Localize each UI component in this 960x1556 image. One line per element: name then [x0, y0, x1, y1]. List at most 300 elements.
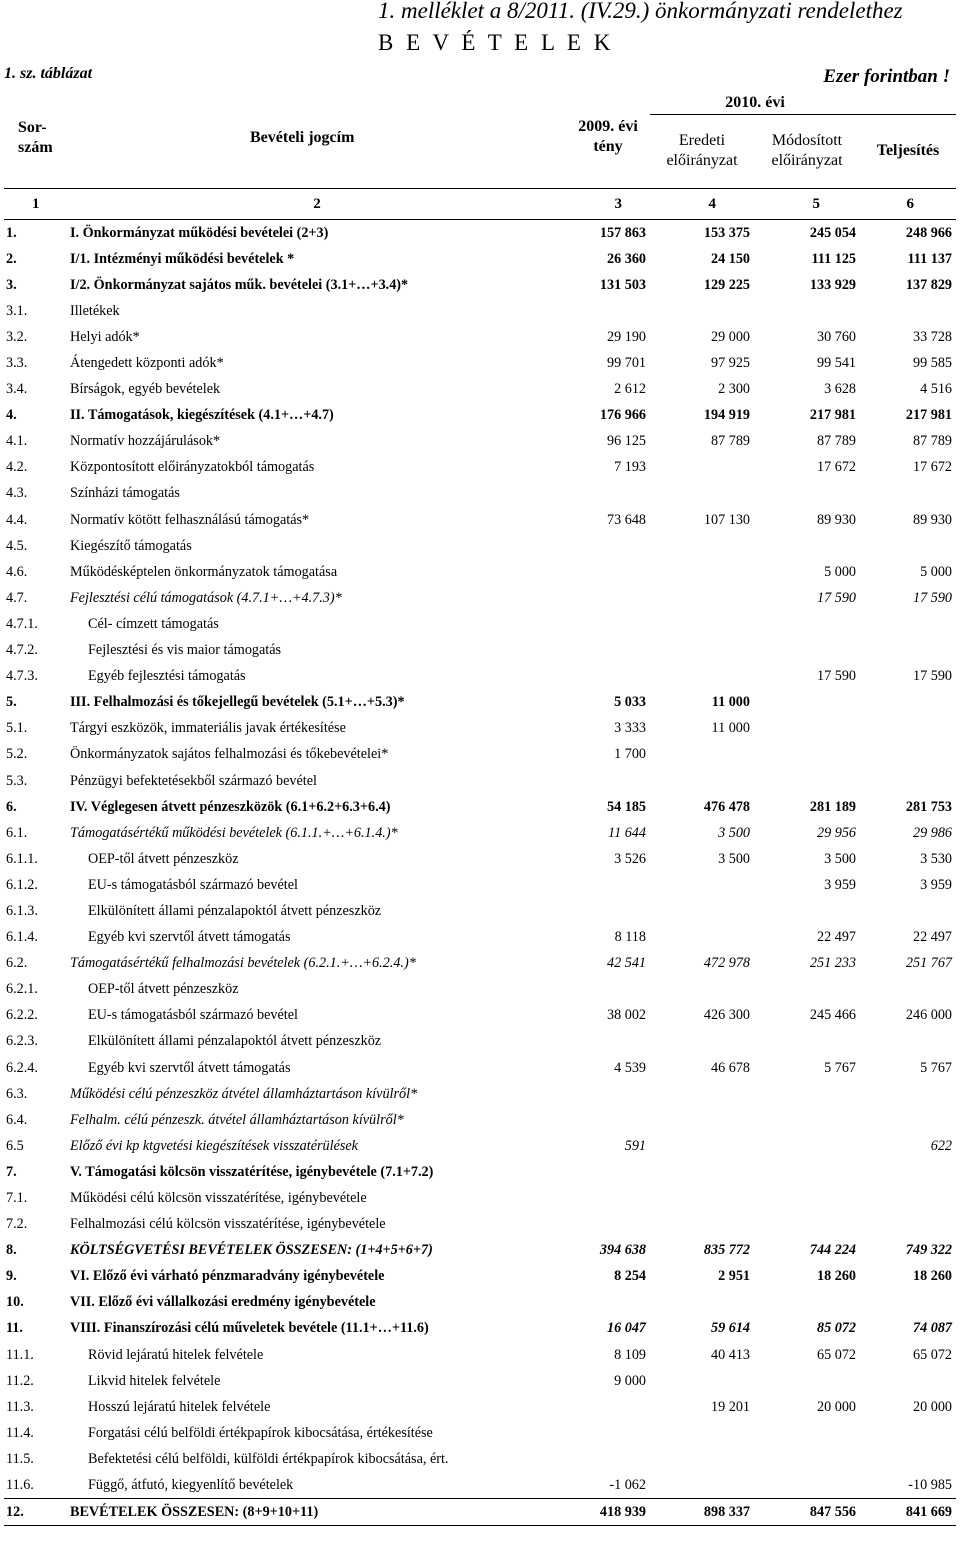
row-number: 11.5.: [6, 1450, 34, 1467]
value-eredeti: 2 951: [718, 1268, 750, 1285]
column-number: 1: [4, 188, 68, 219]
row-label: Cél- címzett támogatás: [88, 615, 219, 632]
table-row: [4, 689, 956, 715]
row-label: KÖLTSÉGVETÉSI BEVÉTELEK ÖSSZESEN: (1+4+5+6+7): [70, 1242, 433, 1259]
row-label: Bírságok, egyéb bevételek: [70, 381, 221, 398]
row-number: 10.: [6, 1294, 24, 1311]
value-teljesites: [860, 533, 956, 559]
value-eredeti: [650, 637, 754, 663]
value-2009-teny: -1 062: [609, 1477, 646, 1494]
value-2009-teny: 131 503: [599, 276, 646, 293]
table-row: [4, 715, 956, 741]
table-row: [4, 559, 956, 585]
value-modositott: [754, 480, 860, 506]
value-modositott: 18 260: [817, 1268, 857, 1285]
value-modositott: 30 760: [817, 328, 857, 345]
table-row: [4, 898, 956, 924]
row-label: I. Önkormányzat működési bevételei (2+3): [70, 224, 329, 241]
value-teljesites: 246 000: [905, 1007, 953, 1024]
table-row: [4, 1055, 956, 1081]
value-modositott: 3 500: [824, 850, 857, 867]
row-label: BEVÉTELEK ÖSSZESEN: (8+9+10+11): [68, 1499, 566, 1526]
value-teljesites: 65 072: [913, 1346, 953, 1363]
row-number: 6.1.3.: [6, 902, 38, 919]
value-modositott: 29 956: [817, 824, 857, 841]
value-2009-teny: [566, 1289, 650, 1315]
row-number: 7.1.: [6, 1190, 28, 1207]
row-label: VIII. Finanszírozási célú műveletek bevétele (11.1+…+11.6): [70, 1320, 429, 1337]
value-eredeti: [650, 663, 754, 689]
page-title: B E V É T E L E K: [378, 30, 614, 55]
table-row: [4, 1211, 956, 1237]
table-row: [4, 350, 956, 376]
row-label: Egyéb fejlesztési támogatás: [88, 668, 246, 685]
value-eredeti: [650, 454, 754, 480]
value-eredeti: [650, 480, 754, 506]
value-teljesites: 111 137: [907, 250, 953, 267]
table-row: [4, 454, 956, 480]
row-label: Támogatásértékű felhalmozási bevételek (6.2.1.+…+6.2.4.)*: [70, 955, 416, 972]
value-modositott: 847 556: [754, 1499, 860, 1526]
value-2009-teny: 8 118: [614, 929, 646, 946]
value-teljesites: 74 087: [913, 1320, 953, 1337]
value-teljesites: 217 981: [905, 407, 953, 424]
value-2009-teny: 99 701: [606, 355, 646, 372]
value-2009-teny: [566, 1185, 650, 1211]
value-2009-teny: [566, 1446, 650, 1472]
row-number: 6.5: [6, 1137, 24, 1154]
row-number: 6.2.: [6, 955, 28, 972]
value-teljesites: [860, 898, 956, 924]
row-label: I/2. Önkormányzat sajátos műk. bevételei (3.1+…+3.4)*: [70, 276, 409, 293]
value-eredeti: [650, 898, 754, 924]
value-eredeti: [650, 1446, 754, 1472]
value-modositott: [754, 1028, 860, 1054]
value-teljesites: [860, 1420, 956, 1446]
table-row: [4, 1472, 956, 1499]
value-2009-teny: [566, 1159, 650, 1185]
table-row: [4, 846, 956, 872]
value-modositott: 87 789: [817, 433, 857, 450]
value-modositott: [754, 715, 860, 741]
row-label: Függő, átfutó, kiegyenlítő bevételek: [88, 1477, 294, 1494]
value-teljesites: [860, 976, 956, 1002]
row-number: 6.2.1.: [6, 981, 38, 998]
row-number: 6.2.4.: [6, 1059, 38, 1076]
value-2009-teny: 73 648: [606, 511, 646, 528]
value-eredeti: 476 478: [703, 798, 750, 815]
value-eredeti: [650, 1420, 754, 1446]
value-teljesites: 281 753: [905, 798, 953, 815]
table-row: [4, 402, 956, 428]
value-modositott: [754, 637, 860, 663]
row-number: 4.2.: [6, 459, 28, 476]
row-number: 11.1.: [6, 1346, 34, 1363]
row-number: 6.: [6, 798, 17, 815]
row-number: 7.: [6, 1163, 17, 1180]
table-row: [4, 428, 956, 454]
col-header-teny: 2009. évi tény: [578, 118, 638, 156]
value-modositott: [754, 741, 860, 767]
value-2009-teny: [566, 1394, 650, 1420]
row-number: 4.7.3.: [6, 668, 38, 685]
value-eredeti: [650, 741, 754, 767]
table-row: [4, 1133, 956, 1159]
table-row: [4, 767, 956, 793]
row-label: Központosított előirányzatokból támogatás: [70, 459, 315, 476]
value-teljesites: 33 728: [913, 328, 953, 345]
value-modositott: 85 072: [817, 1320, 857, 1337]
row-label: Illetékek: [70, 302, 120, 319]
value-modositott: 17 590: [817, 589, 857, 606]
value-modositott: [754, 767, 860, 793]
table-row: [4, 507, 956, 533]
value-modositott: 111 125: [811, 250, 857, 267]
value-modositott: [754, 1420, 860, 1446]
value-eredeti: [650, 976, 754, 1002]
row-number: 6.2.2.: [6, 1007, 38, 1024]
row-label: Tárgyi eszközök, immateriális javak értékesítése: [70, 720, 346, 737]
value-teljesites: [860, 1289, 956, 1315]
value-teljesites: 4 516: [920, 381, 953, 398]
row-label: Normatív kötött felhasználású támogatás*: [70, 511, 310, 528]
value-teljesites: 248 966: [905, 224, 953, 241]
table-row: [4, 324, 956, 350]
column-number-row: [4, 188, 956, 219]
row-label: Likvid hitelek felvétele: [88, 1372, 221, 1389]
value-eredeti: [650, 1368, 754, 1394]
table-row: [4, 794, 956, 820]
value-2009-teny: 418 939: [566, 1499, 650, 1526]
row-number: 12.: [4, 1499, 68, 1526]
row-label: Elkülönített állami pénzalapoktól átvett pénzeszköz: [88, 1033, 382, 1050]
value-modositott: [754, 1133, 860, 1159]
value-eredeti: 24 150: [710, 250, 750, 267]
row-label: Előző évi kp ktgvetési kiegészítések visszatérülések: [70, 1137, 358, 1154]
table-row: [4, 480, 956, 506]
row-number: 11.: [6, 1320, 23, 1337]
row-number: 5.: [6, 694, 17, 711]
table-row: [4, 1107, 956, 1133]
table-row: [4, 872, 956, 898]
value-2009-teny: [566, 533, 650, 559]
value-teljesites: 5 000: [920, 563, 953, 580]
table-row: [4, 1420, 956, 1446]
row-number: 11.4.: [6, 1424, 34, 1441]
value-2009-teny: 8 254: [614, 1268, 646, 1285]
value-teljesites: [860, 1107, 956, 1133]
column-number: 3: [566, 188, 650, 219]
value-teljesites: 87 789: [913, 433, 953, 450]
value-teljesites: 749 322: [905, 1242, 953, 1259]
value-2009-teny: [566, 298, 650, 324]
value-eredeti: 19 201: [710, 1398, 750, 1415]
row-number: 4.: [6, 407, 17, 424]
value-teljesites: [860, 611, 956, 637]
value-modositott: [754, 1081, 860, 1107]
value-teljesites: [860, 1368, 956, 1394]
row-label: OEP-től átvett pénzeszköz: [88, 981, 239, 998]
value-teljesites: 17 672: [913, 459, 953, 476]
row-number: 3.: [6, 276, 17, 293]
value-2009-teny: [566, 1028, 650, 1054]
col-header-year: 2010. évi: [725, 93, 785, 111]
value-eredeti: [650, 872, 754, 898]
value-teljesites: 89 930: [913, 511, 953, 528]
row-label: Átengedett központi adók*: [70, 355, 224, 372]
table-row: [4, 637, 956, 663]
value-eredeti: [650, 1159, 754, 1185]
value-modositott: 22 497: [817, 929, 857, 946]
row-number: 3.1.: [6, 302, 28, 319]
value-teljesites: 17 590: [913, 589, 953, 606]
value-eredeti: [650, 1107, 754, 1133]
table-row: [4, 924, 956, 950]
row-label: Egyéb kvi szervtől átvett támogatás: [88, 1059, 291, 1076]
row-number: 6.2.3.: [6, 1033, 38, 1050]
value-eredeti: [650, 533, 754, 559]
value-2009-teny: 42 541: [606, 955, 646, 972]
value-modositott: [754, 611, 860, 637]
table-row: [4, 1394, 956, 1420]
table-row: [4, 246, 956, 272]
value-eredeti: 11 000: [711, 720, 750, 737]
value-2009-teny: 5 033: [614, 694, 646, 711]
table-row: [4, 272, 956, 298]
value-eredeti: 426 300: [703, 1007, 750, 1024]
value-modositott: 89 930: [817, 511, 857, 528]
table-row: [4, 663, 956, 689]
value-2009-teny: 3 333: [614, 720, 646, 737]
value-2009-teny: 591: [624, 1137, 646, 1154]
row-number: 11.6.: [6, 1477, 34, 1494]
value-eredeti: [650, 1081, 754, 1107]
row-label: II. Támogatások, kiegészítések (4.1+…+4.7): [70, 407, 334, 424]
value-eredeti: 3 500: [718, 824, 750, 841]
value-eredeti: [650, 1472, 754, 1499]
row-label: EU-s támogatásból származó bevétel: [88, 876, 298, 893]
table-row: [4, 1159, 956, 1185]
value-modositott: 3 628: [824, 381, 857, 398]
value-teljesites: 622: [930, 1137, 953, 1154]
table-row: [4, 1289, 956, 1315]
column-number: 5: [754, 188, 860, 219]
value-eredeti: 898 337: [650, 1499, 754, 1526]
value-eredeti: [650, 559, 754, 585]
table-row: [4, 1002, 956, 1028]
row-label: Fejlesztési célú támogatások (4.7.1+…+4.7.3)*: [70, 589, 342, 606]
value-2009-teny: 157 863: [599, 224, 646, 241]
value-teljesites: [860, 1446, 956, 1472]
value-modositott: [754, 1107, 860, 1133]
revenue-table: [4, 88, 956, 1526]
value-teljesites: [860, 1159, 956, 1185]
value-eredeti: [650, 298, 754, 324]
value-eredeti: [650, 1133, 754, 1159]
value-2009-teny: 16 047: [606, 1320, 646, 1337]
value-modositott: [754, 689, 860, 715]
value-teljesites: 137 829: [905, 276, 953, 293]
value-teljesites: 251 767: [905, 955, 953, 972]
value-modositott: 281 189: [809, 798, 857, 815]
value-teljesites: 20 000: [913, 1398, 953, 1415]
value-eredeti: 107 130: [703, 511, 750, 528]
column-number: 2: [68, 188, 566, 219]
value-2009-teny: 1 700: [614, 746, 646, 763]
value-teljesites: 29 986: [913, 824, 953, 841]
row-label: OEP-től átvett pénzeszköz: [88, 850, 239, 867]
row-label: Önkormányzatok sajátos felhalmozási és tőkebevételei*: [70, 746, 389, 763]
row-number: 5.2.: [6, 746, 28, 763]
col-header-eredeti-text: Eredeti előirányzat: [666, 132, 738, 169]
value-modositott: [754, 976, 860, 1002]
value-teljesites: [860, 637, 956, 663]
value-modositott: 245 054: [809, 224, 857, 241]
value-modositott: 3 959: [824, 876, 857, 893]
value-2009-teny: 26 360: [606, 250, 646, 267]
value-eredeti: [650, 1211, 754, 1237]
value-teljesites: [860, 480, 956, 506]
value-2009-teny: [566, 559, 650, 585]
value-teljesites: [860, 1211, 956, 1237]
value-teljesites: [860, 298, 956, 324]
row-label: Egyéb kvi szervtől átvett támogatás: [88, 929, 291, 946]
value-teljesites: [860, 1081, 956, 1107]
value-modositott: 17 672: [817, 459, 857, 476]
row-number: 1.: [6, 224, 17, 241]
value-eredeti: 194 919: [703, 407, 750, 424]
col-header-eredeti: [650, 114, 754, 188]
value-modositott: [754, 533, 860, 559]
value-teljesites: [860, 1185, 956, 1211]
table-number: 1. sz. táblázat: [4, 65, 93, 82]
table-row: [4, 1499, 956, 1526]
row-label: Kiegészítő támogatás: [70, 537, 192, 554]
row-label: Felhalm. célú pénzeszk. átvétel államháztartáson kívülről*: [70, 1111, 404, 1128]
value-eredeti: 11 000: [711, 694, 750, 711]
value-2009-teny: 2 612: [614, 381, 646, 398]
row-number: 6.1.: [6, 824, 28, 841]
value-teljesites: [860, 1028, 956, 1054]
row-label: Működésképtelen önkormányzatok támogatása: [70, 563, 338, 580]
table-row: [4, 585, 956, 611]
value-teljesites: 18 260: [913, 1268, 953, 1285]
row-number: 9.: [6, 1268, 17, 1285]
value-2009-teny: [566, 585, 650, 611]
value-2009-teny: [566, 1211, 650, 1237]
value-2009-teny: [566, 663, 650, 689]
value-eredeti: [650, 1028, 754, 1054]
value-modositott: 5 767: [824, 1059, 857, 1076]
value-2009-teny: 38 002: [606, 1007, 646, 1024]
row-number: 4.1.: [6, 433, 28, 450]
row-label: Felhalmozási célú kölcsön visszatérítése, igénybevétele: [70, 1216, 386, 1233]
table-row: [4, 533, 956, 559]
value-2009-teny: [566, 637, 650, 663]
row-label: Rövid lejáratú hitelek felvétele: [88, 1346, 264, 1363]
value-eredeti: [650, 767, 754, 793]
value-eredeti: 29 000: [710, 328, 750, 345]
value-eredeti: 153 375: [703, 224, 750, 241]
row-label: Elkülönített állami pénzalapoktól átvett pénzeszköz: [88, 902, 382, 919]
value-eredeti: [650, 1289, 754, 1315]
table-row: [4, 1368, 956, 1394]
row-label: Normatív hozzájárulások*: [70, 433, 221, 450]
value-teljesites: 3 959: [920, 876, 953, 893]
value-teljesites: 5 767: [920, 1059, 953, 1076]
row-number: 4.4.: [6, 511, 28, 528]
unit-note: Ezer forintban !: [823, 66, 950, 87]
value-modositott: [754, 1159, 860, 1185]
row-number: 6.4.: [6, 1111, 28, 1128]
value-2009-teny: [566, 1081, 650, 1107]
value-eredeti: 129 225: [703, 276, 750, 293]
value-eredeti: 3 500: [718, 850, 750, 867]
value-2009-teny: 3 526: [614, 850, 646, 867]
value-2009-teny: [566, 872, 650, 898]
value-modositott: [754, 1446, 860, 1472]
row-label: Befektetési célú belföldi, külföldi értékpapírok kibocsátása, ért.: [88, 1450, 449, 1467]
row-label: III. Felhalmozási és tőkejellegű bevételek (5.1+…+5.3)*: [70, 694, 405, 711]
row-number: 11.3.: [6, 1398, 34, 1415]
row-number: 7.2.: [6, 1216, 28, 1233]
row-number: 3.4.: [6, 381, 28, 398]
table-row: [4, 1315, 956, 1341]
table-row: [4, 1237, 956, 1263]
row-label: Működési célú pénzeszköz átvétel államháztartáson kívülről*: [70, 1085, 418, 1102]
row-number: 5.3.: [6, 772, 28, 789]
value-2009-teny: [566, 976, 650, 1002]
col-header-teljesites: Teljesítés: [876, 142, 940, 159]
value-2009-teny: 54 185: [606, 798, 646, 815]
value-2009-teny: [566, 1107, 650, 1133]
value-teljesites: -10 985: [908, 1477, 953, 1494]
row-label: VII. Előző évi vállalkozási eredmény igénybevétele: [70, 1294, 376, 1311]
table-row: [4, 1028, 956, 1054]
value-2009-teny: 394 638: [599, 1242, 646, 1259]
value-2009-teny: 29 190: [606, 328, 646, 345]
value-2009-teny: [566, 898, 650, 924]
row-number: 2.: [6, 250, 17, 267]
table-row: [4, 976, 956, 1002]
row-label: Hosszú lejáratú hitelek felvétele: [88, 1398, 271, 1415]
row-number: 6.1.1.: [6, 850, 38, 867]
row-label: V. Támogatási kölcsön visszatérítése, igénybevétele (7.1+7.2): [70, 1163, 434, 1180]
value-modositott: [754, 1211, 860, 1237]
value-eredeti: 472 978: [703, 955, 750, 972]
row-number: 8.: [6, 1242, 17, 1259]
value-eredeti: 97 925: [710, 355, 750, 372]
value-teljesites: [860, 715, 956, 741]
value-eredeti: [650, 585, 754, 611]
value-eredeti: 59 614: [710, 1320, 750, 1337]
row-number: 3.3.: [6, 355, 28, 372]
row-number: 4.3.: [6, 485, 28, 502]
value-modositott: 5 000: [824, 563, 857, 580]
col-header-modositott: Módosított előirányzat: [754, 114, 860, 188]
value-2009-teny: [566, 767, 650, 793]
row-number: 4.5.: [6, 537, 28, 554]
row-number: 3.2.: [6, 328, 28, 345]
col-header-sorszam: Sor- szám: [18, 118, 53, 156]
row-label: Forgatási célú belföldi értékpapírok kibocsátása, értékesítése: [88, 1424, 433, 1441]
row-label: Támogatásértékű működési bevételek (6.1.1.+…+6.1.4.)*: [70, 824, 398, 841]
row-number: 6.1.2.: [6, 876, 38, 893]
row-number: 4.7.: [6, 589, 28, 606]
value-2009-teny: 176 966: [599, 407, 646, 424]
value-teljesites: 3 530: [920, 850, 953, 867]
value-2009-teny: 96 125: [606, 433, 646, 450]
